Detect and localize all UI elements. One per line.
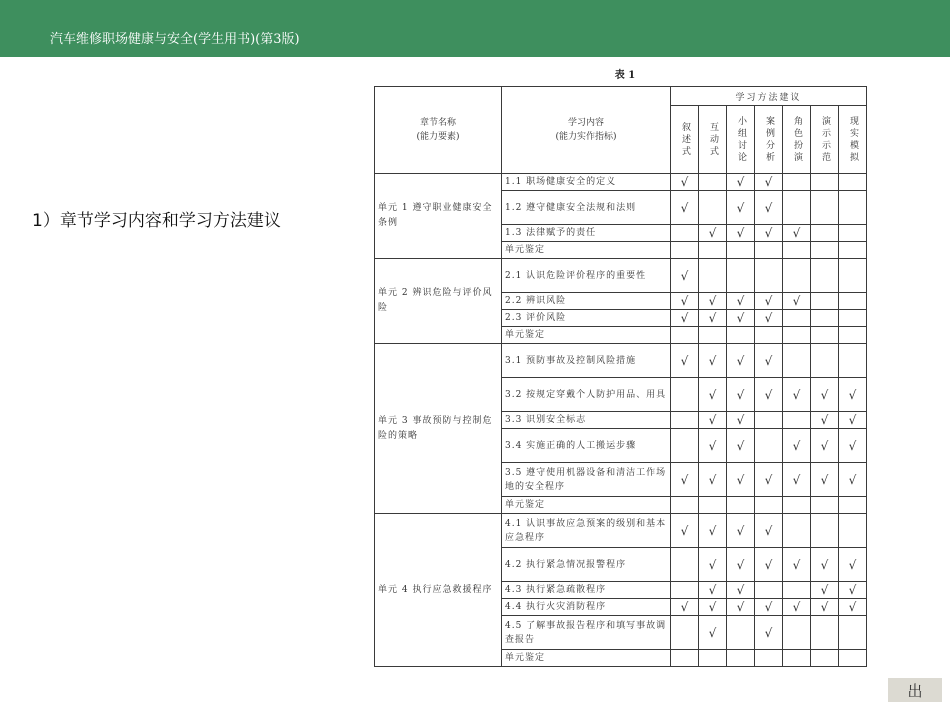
method-cell: [671, 378, 699, 412]
check-mark-icon: √: [708, 226, 717, 240]
method-cell: [839, 616, 867, 650]
content-cell: 4.1 认识事故应急预案的级别和基本应急程序: [502, 514, 671, 548]
method-cell: [783, 327, 811, 344]
method-cell: [839, 191, 867, 225]
method-cell: [839, 463, 867, 497]
method-cell: [783, 225, 811, 242]
method-cell: [755, 548, 783, 582]
method-cell: [755, 412, 783, 429]
check-mark-icon: √: [764, 226, 773, 240]
method-cell: [671, 242, 699, 259]
method-cell: [671, 463, 699, 497]
method-cell: [755, 327, 783, 344]
check-mark-icon: √: [736, 438, 745, 453]
method-cell: [811, 463, 839, 497]
method-cell: [839, 548, 867, 582]
method-cell: [783, 514, 811, 548]
method-cell: [755, 191, 783, 225]
method-cell: [727, 582, 755, 599]
column-header-chapter-title: 章节名称: [419, 118, 456, 128]
method-cell: [699, 429, 727, 463]
check-mark-icon: √: [820, 557, 829, 572]
content-cell: 4.5 了解事故报告程序和填写事故调查报告: [502, 616, 671, 650]
check-mark-icon: √: [792, 226, 801, 240]
check-mark-icon: √: [848, 413, 857, 427]
check-mark-icon: √: [792, 600, 801, 614]
method-cell: [671, 429, 699, 463]
method-cell: [783, 191, 811, 225]
method-cell: [699, 514, 727, 548]
check-mark-icon: √: [764, 175, 773, 189]
table-row: [375, 259, 867, 293]
method-cell: [671, 650, 699, 667]
method-cell: [811, 242, 839, 259]
method-cell: [671, 582, 699, 599]
method-cell: [699, 378, 727, 412]
check-mark-icon: √: [820, 413, 829, 427]
unit-name-cell: 单元 3 事故预防与控制危险的策略: [375, 344, 502, 514]
method-cell: [755, 429, 783, 463]
method-cell: [671, 599, 699, 616]
method-cell: [839, 259, 867, 293]
method-cell: [811, 310, 839, 327]
method-cell: [699, 497, 727, 514]
method-cell: [755, 242, 783, 259]
table-row: [375, 344, 867, 378]
check-mark-icon: √: [708, 353, 717, 368]
check-mark-icon: √: [764, 472, 773, 487]
method-cell: [727, 242, 755, 259]
check-mark-icon: √: [848, 472, 857, 487]
method-cell: [727, 310, 755, 327]
check-mark-icon: √: [736, 226, 745, 240]
method-cell: [727, 412, 755, 429]
content-cell: 3.4 实施正确的人工搬运步骤: [502, 429, 671, 463]
check-mark-icon: √: [848, 387, 857, 402]
method-cell: [811, 599, 839, 616]
method-cell: [783, 463, 811, 497]
method-cell: [671, 616, 699, 650]
method-cell: [671, 174, 699, 191]
method-cell: [783, 293, 811, 310]
content-cell: 1.1 职场健康安全的定义: [502, 174, 671, 191]
method-cell: [755, 378, 783, 412]
check-mark-icon: √: [764, 353, 773, 368]
method-cell: [699, 242, 727, 259]
exit-button[interactable]: 出: [888, 678, 942, 702]
content-cell: 3.5 遵守使用机器设备和清洁工作场地的安全程序: [502, 463, 671, 497]
column-group-header: 学习方法建议: [671, 87, 867, 106]
method-cell: [755, 225, 783, 242]
column-header-content-title: 学习内容: [567, 118, 604, 128]
method-cell: [755, 174, 783, 191]
method-cell: [755, 582, 783, 599]
book-title: 汽车维修职场健康与安全(学生用书)(第3版): [50, 32, 300, 47]
method-cell: [839, 582, 867, 599]
content-cell: 单元鉴定: [502, 327, 671, 344]
method-cell: [671, 412, 699, 429]
check-mark-icon: √: [708, 600, 717, 614]
method-cell: [839, 293, 867, 310]
method-cell: [811, 344, 839, 378]
check-mark-icon: √: [708, 294, 717, 308]
method-cell: [699, 344, 727, 378]
check-mark-icon: √: [764, 600, 773, 614]
method-cell: [699, 616, 727, 650]
method-cell: [727, 378, 755, 412]
method-header: 现实模拟: [839, 106, 867, 174]
method-cell: [783, 497, 811, 514]
check-mark-icon: √: [708, 523, 717, 538]
method-cell: [755, 293, 783, 310]
method-cell: [839, 310, 867, 327]
method-cell: [671, 548, 699, 582]
method-cell: [727, 429, 755, 463]
method-cell: [699, 548, 727, 582]
method-cell: [727, 497, 755, 514]
check-mark-icon: √: [680, 311, 689, 325]
method-cell: [671, 310, 699, 327]
method-cell: [839, 497, 867, 514]
method-cell: [727, 548, 755, 582]
method-cell: [727, 463, 755, 497]
method-cell: [755, 497, 783, 514]
method-cell: [727, 259, 755, 293]
check-mark-icon: √: [736, 557, 745, 572]
check-mark-icon: √: [764, 387, 773, 402]
check-mark-icon: √: [680, 268, 689, 283]
method-cell: [699, 327, 727, 344]
check-mark-icon: √: [792, 557, 801, 572]
method-cell: [727, 599, 755, 616]
check-mark-icon: √: [792, 387, 801, 402]
method-cell: [727, 514, 755, 548]
method-cell: [839, 225, 867, 242]
unit-name-cell: 单元 1 遵守职业健康安全条例: [375, 174, 502, 259]
method-cell: [811, 650, 839, 667]
method-cell: [811, 293, 839, 310]
method-cell: [699, 293, 727, 310]
content-cell: 1.2 遵守健康安全法规和法则: [502, 191, 671, 225]
check-mark-icon: √: [736, 387, 745, 402]
check-mark-icon: √: [736, 600, 745, 614]
method-header: 演示示范: [811, 106, 839, 174]
method-cell: [811, 174, 839, 191]
method-cell: [783, 378, 811, 412]
method-cell: [699, 582, 727, 599]
content-cell: 单元鉴定: [502, 497, 671, 514]
section-heading: 1）章节学习内容和学习方法建议: [32, 211, 281, 231]
content-cell: 3.1 预防事故及控制风险措施: [502, 344, 671, 378]
method-cell: [671, 191, 699, 225]
method-cell: [839, 174, 867, 191]
table-caption: 表 1: [614, 70, 636, 81]
unit-name-cell: 单元 4 执行应急救援程序: [375, 514, 502, 667]
check-mark-icon: √: [764, 523, 773, 538]
content-cell: 2.1 认识危险评价程序的重要性: [502, 259, 671, 293]
method-cell: [727, 174, 755, 191]
method-cell: [811, 497, 839, 514]
method-cell: [811, 259, 839, 293]
check-mark-icon: √: [736, 583, 745, 597]
method-cell: [811, 378, 839, 412]
check-mark-icon: √: [764, 200, 773, 215]
method-cell: [839, 344, 867, 378]
check-mark-icon: √: [764, 625, 773, 640]
method-cell: [699, 174, 727, 191]
content-cell: 单元鉴定: [502, 650, 671, 667]
method-cell: [783, 616, 811, 650]
method-cell: [783, 344, 811, 378]
method-cell: [783, 412, 811, 429]
content-cell: 3.3 识别安全标志: [502, 412, 671, 429]
check-mark-icon: √: [736, 472, 745, 487]
method-cell: [671, 514, 699, 548]
check-mark-icon: √: [708, 438, 717, 453]
check-mark-icon: √: [848, 583, 857, 597]
method-cell: [699, 225, 727, 242]
column-header-content-note: (能力实作指标): [555, 132, 617, 142]
check-mark-icon: √: [820, 472, 829, 487]
method-cell: [699, 650, 727, 667]
content-cell: 单元鉴定: [502, 242, 671, 259]
check-mark-icon: √: [848, 438, 857, 453]
check-mark-icon: √: [736, 311, 745, 325]
check-mark-icon: √: [708, 557, 717, 572]
method-cell: [755, 310, 783, 327]
method-cell: [839, 599, 867, 616]
check-mark-icon: √: [820, 438, 829, 453]
check-mark-icon: √: [708, 583, 717, 597]
method-cell: [727, 293, 755, 310]
content-cell: 4.2 执行紧急情况报警程序: [502, 548, 671, 582]
method-cell: [783, 548, 811, 582]
method-cell: [839, 378, 867, 412]
check-mark-icon: √: [680, 523, 689, 538]
check-mark-icon: √: [708, 387, 717, 402]
method-cell: [839, 650, 867, 667]
method-cell: [811, 429, 839, 463]
method-cell: [811, 225, 839, 242]
unit-name-cell: 单元 2 辨识危险与评价风险: [375, 259, 502, 344]
method-cell: [811, 514, 839, 548]
method-cell: [671, 497, 699, 514]
method-cell: [727, 616, 755, 650]
check-mark-icon: √: [680, 472, 689, 487]
method-cell: [727, 344, 755, 378]
table-row: [375, 174, 867, 191]
method-cell: [755, 599, 783, 616]
method-cell: [839, 429, 867, 463]
check-mark-icon: √: [848, 600, 857, 614]
method-cell: [839, 242, 867, 259]
method-cell: [755, 616, 783, 650]
method-cell: [839, 514, 867, 548]
table-row: [375, 514, 867, 548]
method-cell: [727, 191, 755, 225]
method-cell: [671, 344, 699, 378]
method-cell: [755, 463, 783, 497]
method-cell: [783, 582, 811, 599]
check-mark-icon: √: [792, 294, 801, 308]
check-mark-icon: √: [820, 600, 829, 614]
content-cell: 2.3 评价风险: [502, 310, 671, 327]
check-mark-icon: √: [764, 311, 773, 325]
method-cell: [811, 616, 839, 650]
method-cell: [783, 242, 811, 259]
check-mark-icon: √: [820, 387, 829, 402]
check-mark-icon: √: [708, 413, 717, 427]
method-cell: [699, 412, 727, 429]
method-cell: [671, 259, 699, 293]
method-header: 小组讨论: [727, 106, 755, 174]
check-mark-icon: √: [708, 625, 717, 640]
method-cell: [671, 293, 699, 310]
check-mark-icon: √: [680, 353, 689, 368]
method-cell: [811, 412, 839, 429]
column-header-content: [502, 87, 671, 174]
check-mark-icon: √: [792, 438, 801, 453]
check-mark-icon: √: [680, 200, 689, 215]
content-cell: 1.3 法律赋予的责任: [502, 225, 671, 242]
check-mark-icon: √: [708, 311, 717, 325]
method-header: 案例分析: [755, 106, 783, 174]
method-cell: [671, 225, 699, 242]
check-mark-icon: √: [820, 583, 829, 597]
check-mark-icon: √: [736, 200, 745, 215]
method-cell: [727, 225, 755, 242]
method-cell: [783, 310, 811, 327]
check-mark-icon: √: [736, 294, 745, 308]
check-mark-icon: √: [764, 294, 773, 308]
method-cell: [783, 599, 811, 616]
method-cell: [839, 412, 867, 429]
learning-method-table: [374, 86, 867, 667]
check-mark-icon: √: [736, 175, 745, 189]
method-header: 叙述式: [671, 106, 699, 174]
method-cell: [727, 327, 755, 344]
check-mark-icon: √: [680, 175, 689, 189]
method-cell: [755, 259, 783, 293]
method-header: 角色扮演: [783, 106, 811, 174]
method-cell: [783, 259, 811, 293]
column-header-chapter-note: (能力要素): [416, 132, 460, 142]
method-cell: [811, 548, 839, 582]
method-cell: [811, 582, 839, 599]
method-cell: [699, 310, 727, 327]
check-mark-icon: √: [708, 472, 717, 487]
method-cell: [727, 650, 755, 667]
method-cell: [699, 191, 727, 225]
method-header: 互动式: [699, 106, 727, 174]
check-mark-icon: √: [848, 557, 857, 572]
method-cell: [811, 327, 839, 344]
check-mark-icon: √: [736, 353, 745, 368]
content-cell: 2.2 辨识风险: [502, 293, 671, 310]
method-cell: [699, 599, 727, 616]
content-cell: 4.3 执行紧急疏散程序: [502, 582, 671, 599]
method-cell: [783, 650, 811, 667]
check-mark-icon: √: [736, 523, 745, 538]
method-cell: [699, 463, 727, 497]
method-cell: [839, 327, 867, 344]
check-mark-icon: √: [764, 557, 773, 572]
method-cell: [699, 259, 727, 293]
method-cell: [755, 514, 783, 548]
header-bar: [0, 0, 950, 57]
check-mark-icon: √: [792, 472, 801, 487]
check-mark-icon: √: [680, 600, 689, 614]
column-header-chapter: [375, 87, 502, 174]
check-mark-icon: √: [736, 413, 745, 427]
content-cell: 4.4 执行火灾消防程序: [502, 599, 671, 616]
method-cell: [783, 174, 811, 191]
method-cell: [755, 344, 783, 378]
method-cell: [783, 429, 811, 463]
content-cell: 3.2 按规定穿戴个人防护用品、用具: [502, 378, 671, 412]
check-mark-icon: √: [680, 294, 689, 308]
method-cell: [671, 327, 699, 344]
method-cell: [811, 191, 839, 225]
method-cell: [755, 650, 783, 667]
